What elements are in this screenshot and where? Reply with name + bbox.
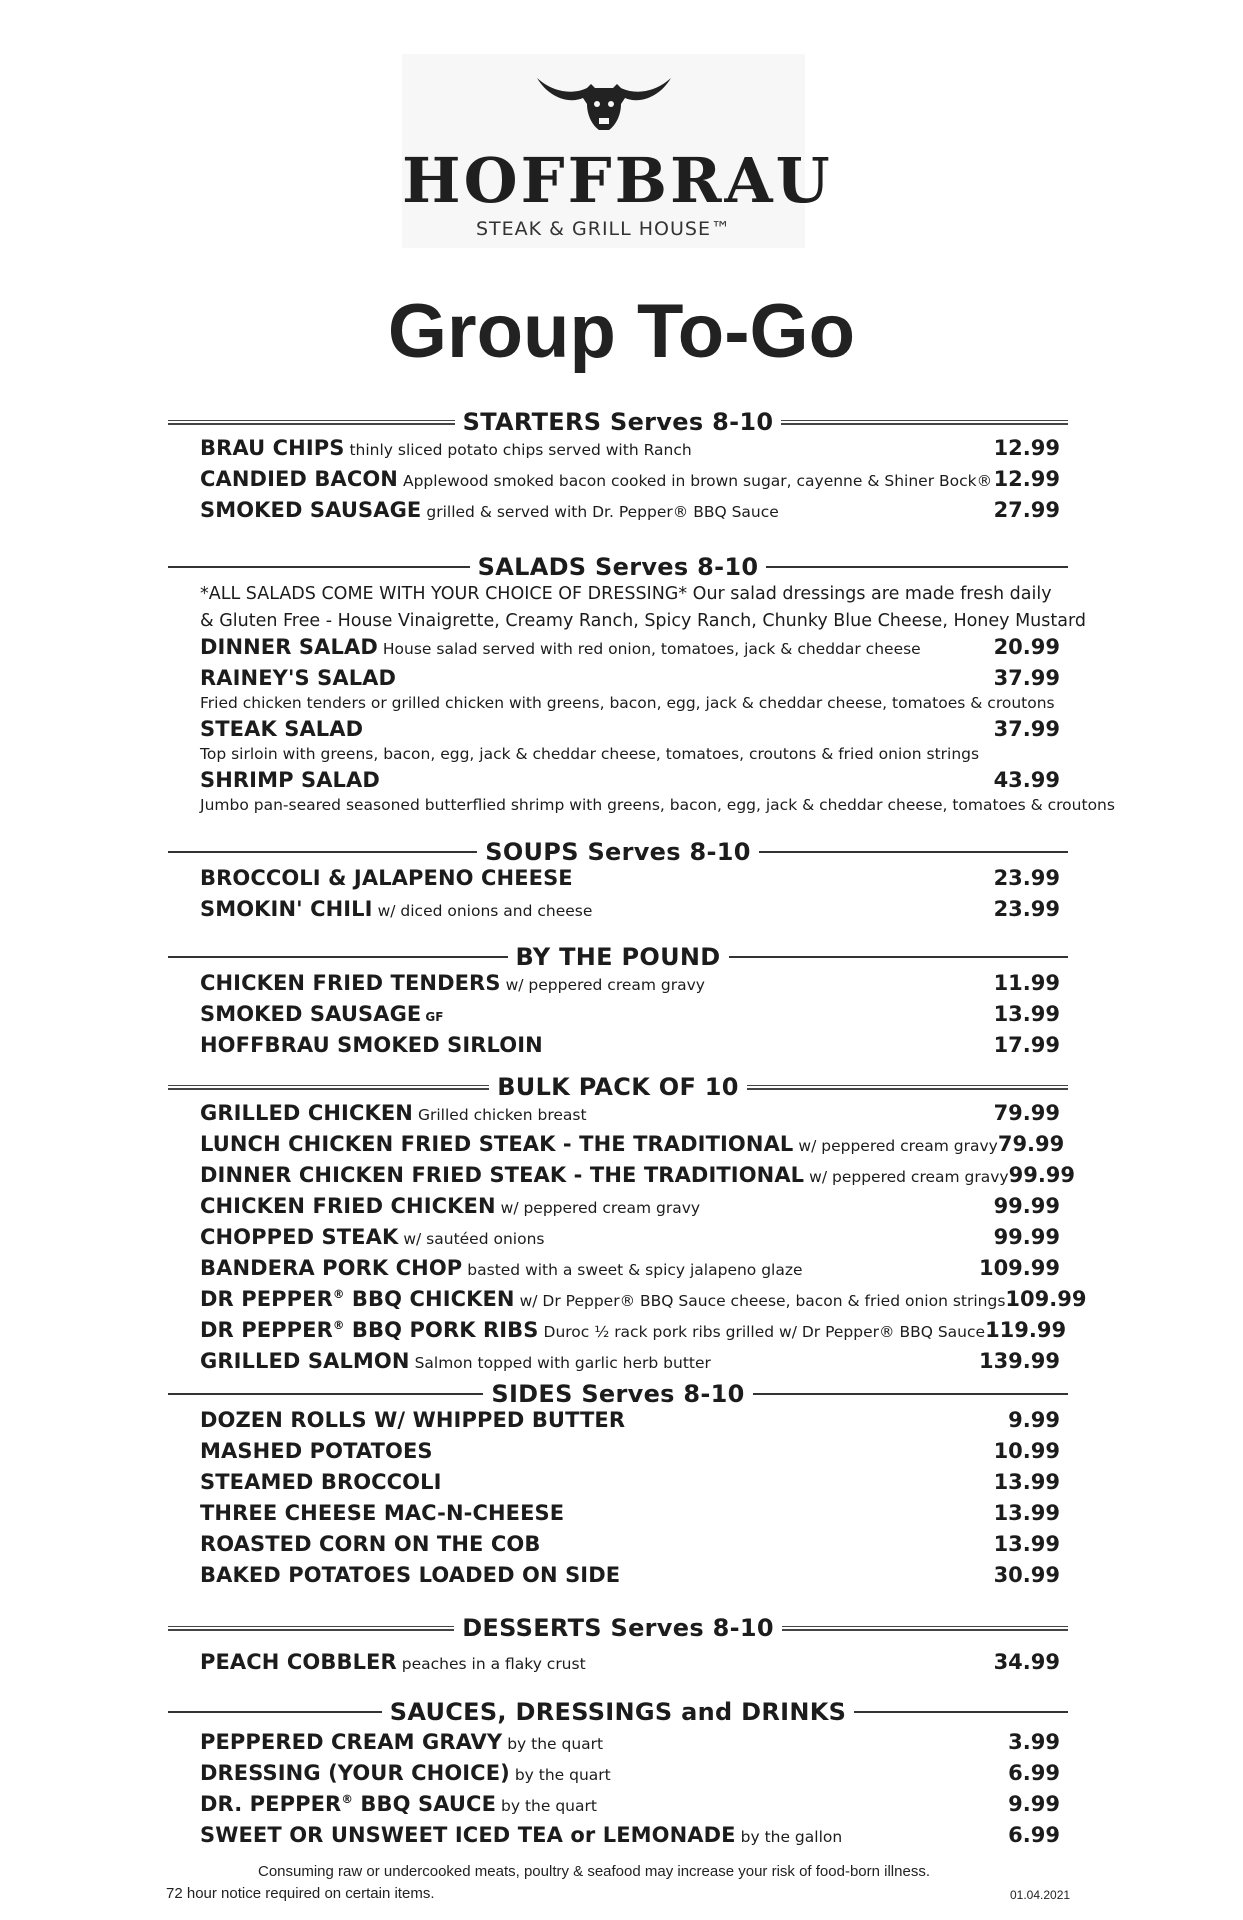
menu-item bbox=[200, 1792, 1060, 1823]
item-price: 119.99 bbox=[985, 1318, 1067, 1342]
item-price: 79.99 bbox=[993, 1101, 1060, 1125]
divider bbox=[168, 956, 508, 958]
item-price: 13.99 bbox=[993, 1002, 1060, 1026]
item-name: DINNER CHICKEN FRIED STEAK - THE TRADITIONAL bbox=[200, 1163, 805, 1187]
menu-item bbox=[200, 1318, 1067, 1349]
section-header bbox=[168, 1614, 1068, 1642]
item-name: BANDERA PORK CHOP bbox=[200, 1256, 463, 1280]
item-price: 12.99 bbox=[993, 436, 1060, 460]
item-price: 3.99 bbox=[1008, 1730, 1060, 1754]
item-price: 9.99 bbox=[1008, 1792, 1060, 1816]
section-header bbox=[168, 838, 1068, 866]
divider bbox=[168, 420, 455, 425]
item-price: 99.99 bbox=[993, 1194, 1060, 1218]
item-desc: by the gallon bbox=[740, 1828, 843, 1846]
item-price: 6.99 bbox=[1008, 1761, 1060, 1785]
item-name: DR. PEPPER® BBQ SAUCE bbox=[200, 1792, 497, 1816]
menu-item bbox=[200, 1349, 1060, 1380]
item-name: LUNCH CHICKEN FRIED STEAK - THE TRADITIONAL bbox=[200, 1132, 794, 1156]
item-desc: w/ Dr Pepper® BBQ Sauce cheese, bacon & fried onion strings bbox=[519, 1292, 1006, 1310]
menu-item bbox=[200, 1563, 1060, 1594]
page-title: Group To-Go bbox=[387, 289, 856, 374]
item-desc: thinly sliced potato chips served with Ranch bbox=[349, 441, 692, 459]
menu-item bbox=[200, 1132, 1065, 1163]
item-price: 6.99 bbox=[1008, 1823, 1060, 1847]
menu-item bbox=[200, 436, 1060, 467]
item-name: PEACH COBBLER bbox=[200, 1650, 397, 1674]
item-desc: Salmon topped with garlic herb butter bbox=[414, 1354, 711, 1372]
divider bbox=[168, 1711, 382, 1713]
menu-item bbox=[200, 1823, 1060, 1854]
item-desc: House salad served with red onion, tomatoes, jack & cheddar cheese bbox=[382, 640, 921, 658]
footer-date: 01.04.2021 bbox=[1010, 1888, 1071, 1902]
item-desc: basted with a sweet & spicy jalapeno glaze bbox=[467, 1261, 803, 1279]
item-name: SHRIMP SALAD bbox=[200, 768, 380, 792]
salad-note: *ALL SALADS COME WITH YOUR CHOICE OF DRESSING* Our salad dressings are made fresh daily bbox=[200, 584, 1052, 604]
item-name: STEAMED BROCCOLI bbox=[200, 1470, 442, 1494]
item-name: THREE CHEESE MAC-N-CHEESE bbox=[200, 1501, 565, 1525]
item-price: 109.99 bbox=[1005, 1287, 1087, 1311]
divider bbox=[854, 1711, 1068, 1713]
section-sauces bbox=[168, 1698, 1068, 1854]
salad-note: & Gluten Free - House Vinaigrette, Creamy Ranch, Spicy Ranch, Chunky Blue Cheese, Honey Mustard bbox=[200, 611, 1086, 631]
item-price: 13.99 bbox=[993, 1501, 1060, 1525]
menu-item bbox=[200, 1287, 1087, 1318]
section-header bbox=[168, 943, 1068, 971]
divider bbox=[729, 956, 1069, 958]
item-name: DR PEPPER® BBQ PORK RIBS bbox=[200, 1318, 539, 1342]
item-desc: Applewood smoked bacon cooked in brown sugar, cayenne & Shiner Bock® bbox=[402, 472, 993, 490]
menu-item bbox=[200, 1761, 1060, 1792]
item-price: 10.99 bbox=[993, 1439, 1060, 1463]
menu-item bbox=[200, 1101, 1060, 1132]
section-title: SALADS Serves 8-10 bbox=[477, 553, 759, 581]
menu-item bbox=[200, 1439, 1060, 1470]
divider bbox=[168, 851, 477, 853]
item-price: 9.99 bbox=[1008, 1408, 1060, 1432]
section-by-the-pound bbox=[168, 943, 1068, 1064]
section-header bbox=[168, 408, 1068, 436]
menu-item bbox=[200, 467, 1060, 498]
gluten-free-badge: GF bbox=[425, 1010, 444, 1024]
item-name: CHICKEN FRIED CHICKEN bbox=[200, 1194, 496, 1218]
item-desc: Duroc ½ rack pork ribs grilled w/ Dr Pepper® BBQ Sauce bbox=[543, 1323, 986, 1341]
section-header bbox=[168, 553, 1068, 581]
item-price: 20.99 bbox=[993, 635, 1060, 659]
menu-item bbox=[200, 866, 1060, 897]
menu-item bbox=[200, 971, 1060, 1002]
item-price: 11.99 bbox=[993, 971, 1060, 995]
item-name: STEAK SALAD bbox=[200, 717, 364, 741]
item-name: CANDIED BACON bbox=[200, 467, 398, 491]
menu-item bbox=[200, 1532, 1060, 1563]
divider bbox=[766, 566, 1068, 568]
section-title: STARTERS Serves 8-10 bbox=[462, 408, 774, 436]
menu-item bbox=[200, 1650, 1060, 1681]
item-desc: grilled & served with Dr. Pepper® BBQ Sauce bbox=[426, 503, 779, 521]
item-name: HOFFBRAU SMOKED SIRLOIN bbox=[200, 1033, 543, 1057]
logo-wordmark: HOFFBRAU bbox=[402, 144, 833, 217]
item-name: SMOKIN' CHILI bbox=[200, 897, 373, 921]
section-soups bbox=[168, 838, 1068, 928]
item-desc: peaches in a flaky crust bbox=[401, 1655, 586, 1673]
logo bbox=[402, 54, 833, 248]
item-desc: w/ diced onions and cheese bbox=[377, 902, 593, 920]
item-desc: w/ peppered cream gravy bbox=[505, 976, 705, 994]
item-desc: Grilled chicken breast bbox=[417, 1106, 587, 1124]
item-name: MASHED POTATOES bbox=[200, 1439, 433, 1463]
item-price: 12.99 bbox=[993, 467, 1060, 491]
item-name: ROASTED CORN ON THE COB bbox=[200, 1532, 541, 1556]
logo-tagline: STEAK & GRILL HOUSE™ bbox=[476, 218, 731, 240]
item-price: 17.99 bbox=[993, 1033, 1060, 1057]
divider bbox=[759, 851, 1068, 853]
item-desc: w/ peppered cream gravy bbox=[809, 1168, 1009, 1186]
item-price: 34.99 bbox=[993, 1650, 1060, 1674]
item-desc: Jumbo pan-seared seasoned butterflied shrimp with greens, bacon, egg, jack & cheddar cheese, tomatoes & croutons bbox=[200, 796, 1115, 814]
section-sides bbox=[168, 1380, 1068, 1594]
item-desc: Fried chicken tenders or grilled chicken with greens, bacon, egg, jack & cheddar cheese, tomatoes & croutons bbox=[200, 694, 1055, 712]
item-price: 13.99 bbox=[993, 1470, 1060, 1494]
menu-item bbox=[200, 1256, 1060, 1287]
menu-item bbox=[200, 1730, 1060, 1761]
divider bbox=[781, 420, 1068, 425]
item-price: 79.99 bbox=[997, 1132, 1065, 1156]
section-title: SAUCES, DRESSINGS and DRINKS bbox=[389, 1698, 847, 1726]
item-name: DR PEPPER® BBQ CHICKEN bbox=[200, 1287, 515, 1311]
section-title: SOUPS Serves 8-10 bbox=[485, 838, 751, 866]
section-title: BULK PACK OF 10 bbox=[497, 1073, 739, 1101]
item-name: SWEET OR UNSWEET ICED TEA or LEMONADE bbox=[200, 1823, 736, 1847]
item-name: PEPPERED CREAM GRAVY bbox=[200, 1730, 503, 1754]
item-price: 13.99 bbox=[993, 1532, 1060, 1556]
item-desc: w/ sautéed onions bbox=[403, 1230, 545, 1248]
section-title: BY THE POUND bbox=[515, 943, 721, 971]
item-price: 109.99 bbox=[978, 1256, 1060, 1280]
item-name: DINNER SALAD bbox=[200, 635, 378, 659]
menu-item bbox=[200, 498, 1060, 529]
menu-item bbox=[200, 1163, 1076, 1194]
item-name: GRILLED CHICKEN bbox=[200, 1101, 413, 1125]
menu-item bbox=[200, 1033, 1060, 1064]
item-price: 23.99 bbox=[993, 897, 1060, 921]
item-name: BROCCOLI & JALAPENO CHEESE bbox=[200, 866, 573, 890]
item-name: BAKED POTATOES LOADED ON SIDE bbox=[200, 1563, 621, 1587]
menu-item bbox=[200, 1002, 1060, 1033]
item-price: 99.99 bbox=[1008, 1163, 1076, 1187]
section-header bbox=[168, 1380, 1068, 1408]
item-desc: by the quart bbox=[514, 1766, 611, 1784]
longhorn-icon bbox=[535, 64, 673, 134]
divider bbox=[168, 566, 470, 568]
divider bbox=[782, 1626, 1068, 1631]
divider bbox=[168, 1393, 483, 1395]
item-name: DRESSING (YOUR CHOICE) bbox=[200, 1761, 510, 1785]
item-name: CHICKEN FRIED TENDERS bbox=[200, 971, 501, 995]
item-price: 37.99 bbox=[993, 666, 1060, 690]
item-price: 30.99 bbox=[993, 1563, 1060, 1587]
item-name: SMOKED SAUSAGE bbox=[200, 498, 422, 522]
section-header bbox=[168, 1698, 1068, 1726]
menu-item bbox=[200, 635, 1060, 666]
item-price: 27.99 bbox=[993, 498, 1060, 522]
footer-disclaimer: Consuming raw or undercooked meats, poultry & seafood may increase your risk of food-born illness. bbox=[258, 1863, 930, 1880]
menu-item bbox=[200, 897, 1060, 928]
item-name: DOZEN ROLLS W/ WHIPPED BUTTER bbox=[200, 1408, 626, 1432]
menu-item bbox=[200, 1194, 1060, 1225]
section-starters bbox=[168, 408, 1068, 529]
item-name: RAINEY'S SALAD bbox=[200, 666, 397, 690]
item-name: SMOKED SAUSAGE bbox=[200, 1002, 422, 1026]
menu-item bbox=[200, 1501, 1060, 1532]
section-salads bbox=[168, 553, 1115, 819]
item-name: GRILLED SALMON bbox=[200, 1349, 410, 1373]
item-price: 139.99 bbox=[978, 1349, 1060, 1373]
item-name: CHOPPED STEAK bbox=[200, 1225, 399, 1249]
menu-item bbox=[200, 1225, 1060, 1256]
item-desc: by the quart bbox=[507, 1735, 604, 1753]
divider bbox=[753, 1393, 1068, 1395]
item-desc: w/ peppered cream gravy bbox=[500, 1199, 701, 1217]
item-price: 43.99 bbox=[993, 768, 1060, 792]
section-title: SIDES Serves 8-10 bbox=[491, 1380, 745, 1408]
divider bbox=[747, 1085, 1068, 1090]
menu-item bbox=[200, 1408, 1060, 1439]
section-desserts bbox=[168, 1614, 1068, 1681]
item-name: BRAU CHIPS bbox=[200, 436, 345, 460]
footer-notice: 72 hour notice required on certain items. bbox=[166, 1885, 435, 1902]
item-price: 99.99 bbox=[993, 1225, 1060, 1249]
section-title: DESSERTS Serves 8-10 bbox=[462, 1614, 774, 1642]
menu-item bbox=[200, 1470, 1060, 1501]
section-header bbox=[168, 1073, 1068, 1101]
divider bbox=[168, 1085, 489, 1090]
item-desc: w/ peppered cream gravy bbox=[798, 1137, 998, 1155]
item-desc: Top sirloin with greens, bacon, egg, jack & cheddar cheese, tomatoes, croutons & fried onion strings bbox=[200, 745, 980, 763]
divider bbox=[168, 1626, 454, 1631]
section-bulk-pack bbox=[168, 1073, 1087, 1380]
item-price: 23.99 bbox=[993, 866, 1060, 890]
item-price: 37.99 bbox=[993, 717, 1060, 741]
item-desc: by the quart bbox=[501, 1797, 597, 1815]
